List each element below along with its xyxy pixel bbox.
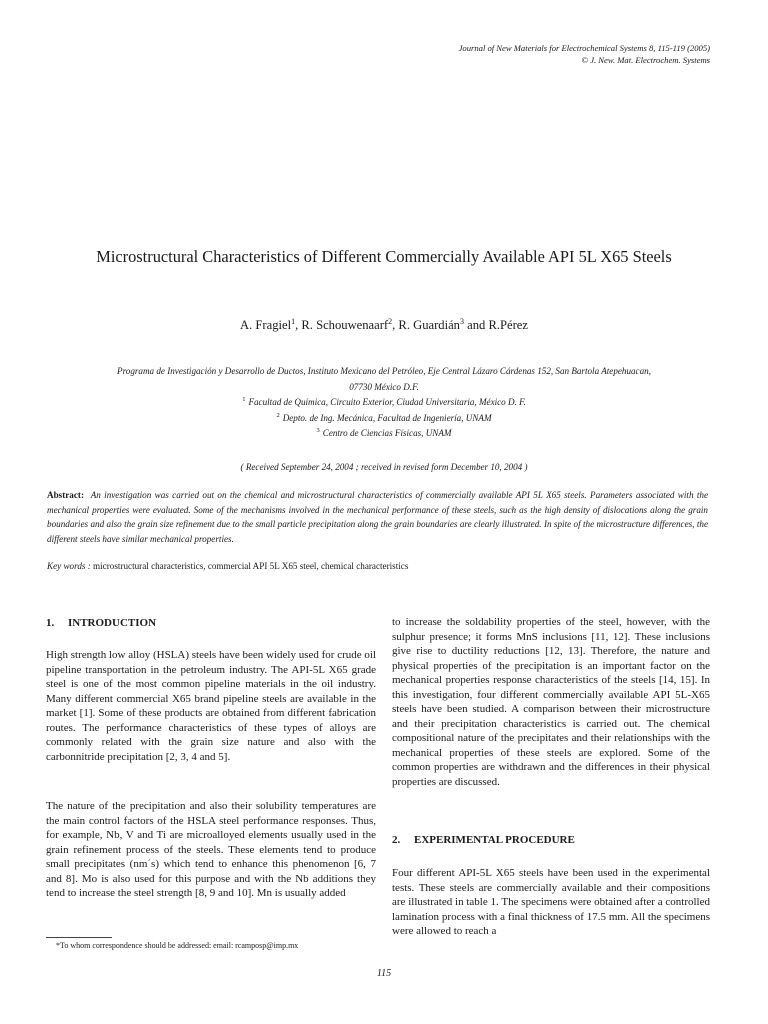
- affiliations: [40, 364, 728, 442]
- author-name: R.Pérez: [488, 318, 528, 332]
- footnote-rule: [46, 937, 112, 938]
- footnote: *To whom correspondence should be addressed: email: rcamposp@imp.mx: [56, 941, 299, 950]
- keywords-text: microstructural characteristics, commercial API 5L X65 steel, chemical characteristics: [93, 561, 409, 571]
- author-name: A. Fragiel: [240, 318, 292, 332]
- paper-title: Microstructural Characteristics of Different Commercially Available API 5L X65 Steels: [96, 247, 672, 266]
- body-paragraph-2: The nature of the precipitation and also their solubility temperatures are the main control factors of the HSLA steel performance responses. Thus, for example, Nb, V and Ti are microalloyed elements usually used in the grain refinement process of the steels. These elements tend to produce small precipitates (nm´s) which tend to enhance this phenomenon [6, 7 and 8]. Mo is also used for this purpose and with the Nb additions they tend to increase the steel strength [8, 9 and 10]. Mn is usually added: [46, 800, 376, 899]
- journal-citation: Journal of New Materials for Electrochemical Systems 8, 115-119 (2005): [458, 43, 710, 53]
- author-affiliation-mark: 1: [291, 317, 296, 326]
- author-affiliation-mark: 2: [388, 317, 393, 326]
- author-separator: ,: [392, 318, 399, 332]
- affiliation-main-address: 07730 México D.F.: [349, 381, 419, 392]
- author-separator: ,: [295, 318, 302, 332]
- journal-header: [290, 42, 710, 66]
- author-list: [40, 317, 728, 333]
- affiliation-main: Programa de Investigación y Desarrollo de Ductos, Instituto Mexicano del Petróleo, Eje Central Lázaro Cárdenas 152, San Bartola Atepehuacan,: [117, 366, 651, 376]
- body-paragraph-3: to increase the soldability properties of the steel, however, with the sulphur presence; it forms MnS inclusions [11, 12]. These inclusions give rise to ductility reductions [12, 13]. Therefore, the nature and physical properties of the precipitation is an important factor on the mechanical properties response characteristics of the steels [14, 15]. In this investigation, four different commercially available API 5L-X65 steels have been studied. A comparison between their microstructure and their precipitation characteristics is carried out. The chemical compositional nature of the precipitates and their relationships with the mechanical properties of these steels are explored. Some of the common properties are withdrawn and the differences in their physical properties are discussed.: [392, 616, 710, 788]
- abstract: [47, 488, 708, 546]
- keywords-label: Key words :: [47, 561, 91, 571]
- body-paragraph-4: Four different API-5L X65 steels have been used in the experimental tests. These steels are commercially available and their compositions are illustrated in table 1. The specimens were obtained after a controlled lamination process with a final thickness of 17.5 mm. All the specimens were allowed to reach a: [392, 867, 710, 937]
- section-heading-experimental-procedure: 2. EXPERIMENTAL PROCEDURE: [392, 834, 575, 846]
- journal-copyright: © J. New. Mat. Electrochem. Systems: [581, 55, 710, 65]
- author-affiliation-mark: 3: [459, 317, 464, 326]
- abstract-text: An investigation was carried out on the chemical and microstructural characteristics of commercially available API 5L X65 steels. Parameters associated with the mechanical properties were evaluated. Some of the mechanisms involved in the mechanical performance of these steels, such as the high density of dislocations along the grain boundaries and also the grain size refinement due to the small particle precipitation along the grain boundaries are clearly illustrated. In spite of the microstructure differences, the different steels have similar mechanical properties.: [47, 490, 708, 544]
- author-name: R. Guardián: [398, 318, 460, 332]
- keywords: [47, 559, 708, 573]
- affiliation-1: $^1$ Facultad de Química, Circuito Exterior, Ciudad Universitaria, México D. F.: [242, 396, 526, 407]
- body-paragraph-1: High strength low alloy (HSLA) steels have been widely used for crude oil pipeline transportation in the petroleum industry. The API-5L X65 grade steel is one of the most common pipeline materials in the oil industry. Many different commercial X65 brand pipeline steels are available in the market [1]. Some of these products are obtained from different fabrication routes. The performance characteristics of these types of alloys are commonly related with the grain size nature and also with the carbonnitride precipitation [2, 3, 4 and 5].: [46, 649, 376, 763]
- affiliation-2: $^2$ Depto. de Ing. Mecánica, Facultad de Ingeniería, UNAM: [276, 411, 492, 423]
- received-dates: ( Received September 24, 2004 ; received in revised form December 10, 2004 ): [240, 462, 528, 472]
- section-heading-introduction: 1. INTRODUCTION: [46, 617, 157, 629]
- affiliation-3: $^3$ Centro de Ciencias Físicas, UNAM: [316, 427, 452, 438]
- page-number: 115: [376, 968, 392, 979]
- author-name: R. Schouwenaarf: [301, 318, 389, 332]
- author-separator: and: [463, 318, 489, 332]
- abstract-label: Abstract:: [47, 490, 84, 500]
